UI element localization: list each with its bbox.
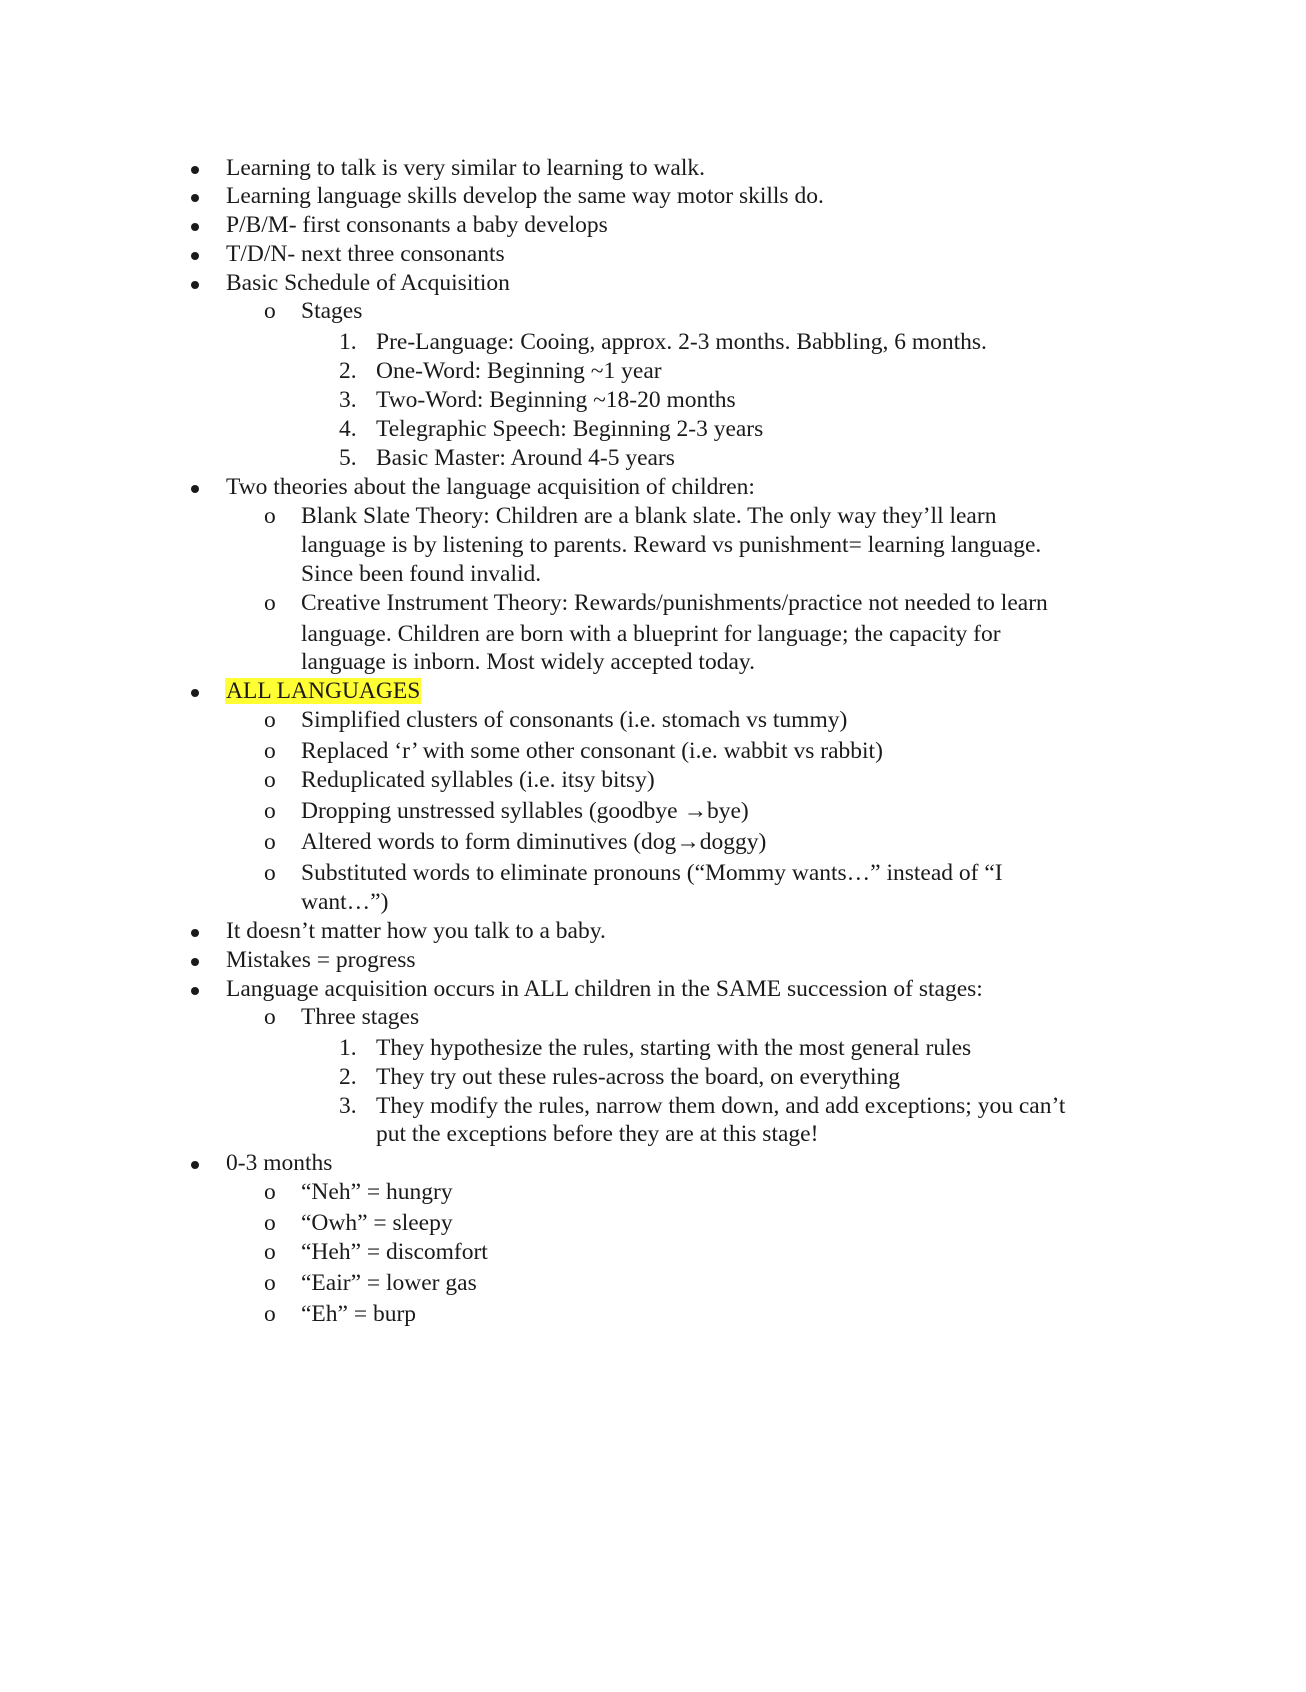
number-marker: 5. <box>339 445 357 471</box>
list-item: One-Word: Beginning ~1 year <box>376 358 662 384</box>
sub-bullet-marker: o <box>264 767 276 793</box>
list-item: “Eh” = burp <box>301 1301 417 1327</box>
list-item-continuation: want…”) <box>301 889 389 915</box>
list-item: They hypothesize the rules, starting with the most general rules <box>376 1035 972 1061</box>
list-item: Stages <box>301 298 363 324</box>
list-item-continuation: language is by listening to parents. Reward vs punishment= learning language. <box>301 532 1042 558</box>
sub-bullet-marker: o <box>264 1270 276 1296</box>
sub-bullet-marker: o <box>264 1179 276 1205</box>
list-item: P/B/M- first consonants a baby develops <box>226 212 608 238</box>
bullet-icon <box>191 987 199 995</box>
list-item: Two theories about the language acquisition of children: <box>226 474 755 500</box>
list-item: Reduplicated syllables (i.e. itsy bitsy) <box>301 767 655 793</box>
list-item: “Owh” = sleepy <box>301 1210 453 1236</box>
list-item: Basic Master: Around 4-5 years <box>376 445 675 471</box>
sub-bullet-marker: o <box>264 707 276 733</box>
sub-bullet-marker: o <box>264 1004 276 1030</box>
list-item: Pre-Language: Cooing, approx. 2-3 months. Babbling, 6 months. <box>376 329 987 355</box>
number-marker: 2. <box>339 358 357 384</box>
bullet-icon <box>191 929 199 937</box>
sub-bullet-marker: o <box>264 1210 276 1236</box>
bullet-icon <box>191 485 199 493</box>
list-item: Language acquisition occurs in ALL children in the SAME succession of stages: <box>226 976 983 1002</box>
sub-bullet-marker: o <box>264 1239 276 1265</box>
bullet-icon <box>191 223 199 231</box>
bullet-icon <box>191 689 199 697</box>
sub-bullet-marker: o <box>264 829 276 855</box>
number-marker: 3. <box>339 1093 357 1119</box>
sub-bullet-marker: o <box>264 298 276 324</box>
bullet-icon <box>191 194 199 202</box>
list-item-highlighted <box>225 677 421 705</box>
list-item: Simplified clusters of consonants (i.e. stomach vs tummy) <box>301 707 848 733</box>
sub-bullet-marker: o <box>264 590 276 616</box>
list-item-continuation: language. Children are born with a blueprint for language; the capacity for <box>301 621 1001 647</box>
bullet-icon <box>191 281 199 289</box>
list-item: Telegraphic Speech: Beginning 2-3 years <box>376 416 764 442</box>
bullet-icon <box>191 958 199 966</box>
bullet-icon <box>191 252 199 260</box>
list-item: Learning to talk is very similar to learning to walk. <box>226 155 706 181</box>
list-item: It doesn’t matter how you talk to a baby. <box>226 918 606 944</box>
list-item: They try out these rules-across the board, on everything <box>376 1064 901 1090</box>
sub-bullet-marker: o <box>264 503 276 529</box>
sub-bullet-marker: o <box>264 798 276 824</box>
bullet-icon <box>191 166 199 174</box>
list-item: Creative Instrument Theory: Rewards/punishments/practice not needed to learn <box>301 590 1048 616</box>
list-item: Two-Word: Beginning ~18-20 months <box>376 387 736 413</box>
number-marker: 3. <box>339 387 357 413</box>
list-item: “Heh” = discomfort <box>301 1239 488 1265</box>
sub-bullet-marker: o <box>264 1301 276 1327</box>
list-item: Blank Slate Theory: Children are a blank slate. The only way they’ll learn <box>301 503 997 529</box>
number-marker: 2. <box>339 1064 357 1090</box>
list-item: Dropping unstressed syllables (goodbye →bye) <box>301 798 749 824</box>
number-marker: 4. <box>339 416 357 442</box>
list-item: “Neh” = hungry <box>301 1179 453 1205</box>
list-item: They modify the rules, narrow them down, and add exceptions; you can’t <box>376 1093 1066 1119</box>
list-item: Altered words to form diminutives (dog→doggy) <box>301 829 767 855</box>
number-marker: 1. <box>339 1035 357 1061</box>
list-item-continuation: put the exceptions before they are at this stage! <box>376 1121 819 1147</box>
number-marker: 1. <box>339 329 357 355</box>
list-item-continuation: Since been found invalid. <box>301 561 542 587</box>
list-item: Substituted words to eliminate pronouns (“Mommy wants…” instead of “I <box>301 860 1003 886</box>
list-item: “Eair” = lower gas <box>301 1270 477 1296</box>
bullet-icon <box>191 1161 199 1169</box>
list-item: Basic Schedule of Acquisition <box>226 270 510 296</box>
highlighted-text: ALL LANGUAGES <box>226 678 421 704</box>
list-item: T/D/N- next three consonants <box>226 241 505 267</box>
sub-bullet-marker: o <box>264 860 276 886</box>
sub-bullet-marker: o <box>264 738 276 764</box>
list-item: Learning language skills develop the same way motor skills do. <box>226 183 824 209</box>
list-item: 0-3 months <box>226 1150 333 1176</box>
list-item-continuation: language is inborn. Most widely accepted today. <box>301 649 755 675</box>
list-item: Three stages <box>301 1004 420 1030</box>
list-item: Mistakes = progress <box>226 947 416 973</box>
list-item: Replaced ‘r’ with some other consonant (i.e. wabbit vs rabbit) <box>301 738 883 764</box>
